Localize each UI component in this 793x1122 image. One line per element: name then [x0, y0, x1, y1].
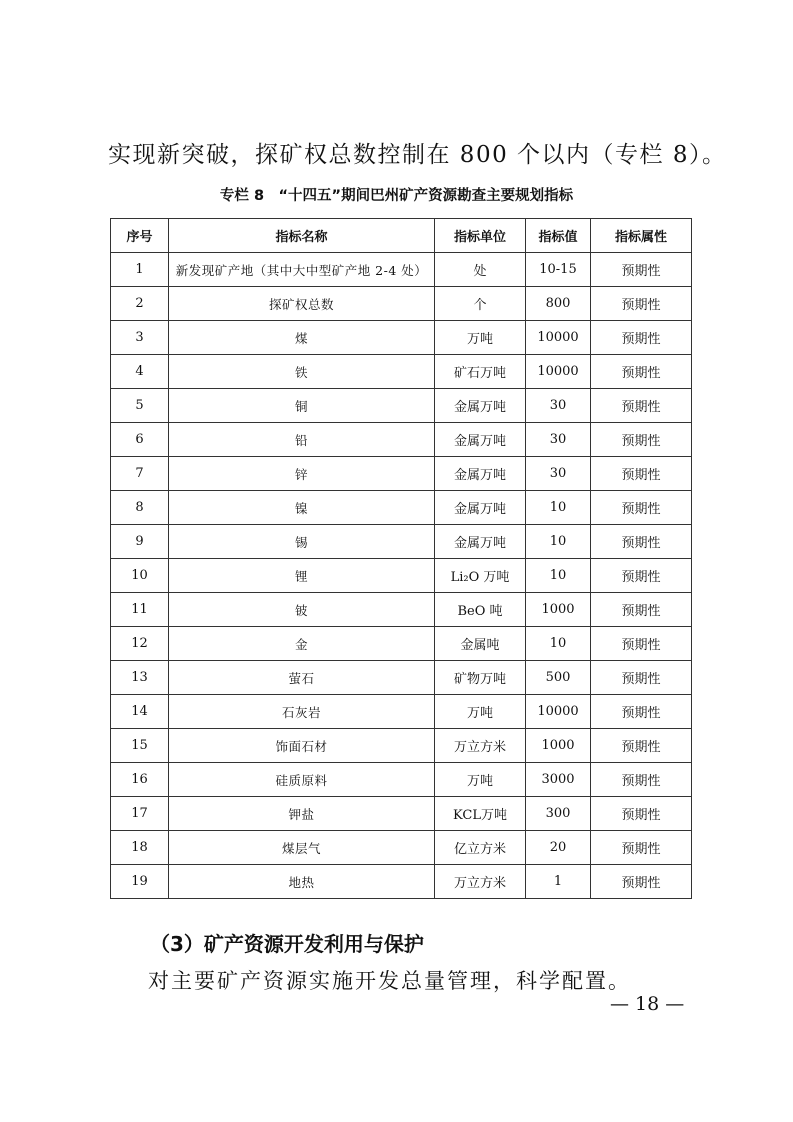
table-row [111, 321, 692, 355]
cell-unit: 万立方米 [435, 729, 526, 763]
cell-index: 11 [111, 593, 169, 627]
cell-unit: 个 [435, 287, 526, 321]
table-body [111, 253, 692, 899]
table-row [111, 491, 692, 525]
cell-attribute: 预期性 [591, 457, 692, 491]
intro-paragraph: 实现新突破，探矿权总数控制在 800 个以内（专栏 8）。 [108, 142, 727, 168]
cell-index: 13 [111, 661, 169, 695]
cell-unit: 金属万吨 [435, 491, 526, 525]
cell-attribute: 预期性 [591, 763, 692, 797]
cell-unit: 金属万吨 [435, 389, 526, 423]
column-header-index: 序号 [111, 219, 169, 253]
cell-unit: KCL万吨 [435, 797, 526, 831]
cell-attribute: 预期性 [591, 661, 692, 695]
cell-name: 锡 [169, 525, 435, 559]
cell-unit: 矿物万吨 [435, 661, 526, 695]
cell-index: 5 [111, 389, 169, 423]
cell-value: 1000 [526, 729, 591, 763]
body-paragraph: 对主要矿产资源实施开发总量管理，科学配置。 [148, 969, 631, 993]
cell-name: 铅 [169, 423, 435, 457]
cell-attribute: 预期性 [591, 491, 692, 525]
cell-index: 4 [111, 355, 169, 389]
table-row [111, 831, 692, 865]
table-row [111, 763, 692, 797]
column-header-name: 指标名称 [169, 219, 435, 253]
cell-attribute: 预期性 [591, 253, 692, 287]
cell-name: 钾盐 [169, 797, 435, 831]
table-row [111, 355, 692, 389]
cell-attribute: 预期性 [591, 287, 692, 321]
cell-value: 10-15 [526, 253, 591, 287]
table-row [111, 389, 692, 423]
cell-name: 石灰岩 [169, 695, 435, 729]
cell-index: 17 [111, 797, 169, 831]
cell-unit: 矿石万吨 [435, 355, 526, 389]
cell-value: 10 [526, 559, 591, 593]
table-row [111, 695, 692, 729]
cell-index: 19 [111, 865, 169, 899]
cell-attribute: 预期性 [591, 321, 692, 355]
table-row [111, 287, 692, 321]
cell-value: 10000 [526, 321, 591, 355]
cell-value: 3000 [526, 763, 591, 797]
column-header-value: 指标值 [526, 219, 591, 253]
cell-name: 锌 [169, 457, 435, 491]
cell-name: 探矿权总数 [169, 287, 435, 321]
cell-index: 10 [111, 559, 169, 593]
table-row [111, 797, 692, 831]
cell-attribute: 预期性 [591, 593, 692, 627]
cell-index: 12 [111, 627, 169, 661]
cell-unit: 万吨 [435, 321, 526, 355]
cell-attribute: 预期性 [591, 525, 692, 559]
cell-value: 10 [526, 525, 591, 559]
cell-name: 煤层气 [169, 831, 435, 865]
table-row [111, 423, 692, 457]
cell-unit: 金属万吨 [435, 457, 526, 491]
cell-index: 16 [111, 763, 169, 797]
cell-value: 500 [526, 661, 591, 695]
cell-attribute: 预期性 [591, 559, 692, 593]
cell-index: 1 [111, 253, 169, 287]
cell-unit: 万吨 [435, 763, 526, 797]
cell-value: 10 [526, 627, 591, 661]
cell-index: 6 [111, 423, 169, 457]
cell-index: 9 [111, 525, 169, 559]
cell-value: 10000 [526, 695, 591, 729]
cell-name: 铍 [169, 593, 435, 627]
cell-value: 1000 [526, 593, 591, 627]
table-row [111, 559, 692, 593]
table-row [111, 457, 692, 491]
cell-unit: 万立方米 [435, 865, 526, 899]
cell-value: 1 [526, 865, 591, 899]
cell-name: 地热 [169, 865, 435, 899]
cell-name: 镍 [169, 491, 435, 525]
cell-index: 7 [111, 457, 169, 491]
cell-index: 18 [111, 831, 169, 865]
cell-unit: 处 [435, 253, 526, 287]
cell-index: 2 [111, 287, 169, 321]
cell-unit: 亿立方米 [435, 831, 526, 865]
section-heading: （3）矿产资源开发利用与保护 [150, 932, 424, 956]
cell-attribute: 预期性 [591, 797, 692, 831]
table-row [111, 253, 692, 287]
cell-attribute: 预期性 [591, 389, 692, 423]
cell-index: 8 [111, 491, 169, 525]
table-title: 专栏 8 “十四五”期间巴州矿产资源勘查主要规划指标 [219, 188, 574, 204]
cell-attribute: 预期性 [591, 627, 692, 661]
table-row [111, 729, 692, 763]
cell-unit: 万吨 [435, 695, 526, 729]
cell-value: 30 [526, 423, 591, 457]
table-row [111, 627, 692, 661]
table-row [111, 865, 692, 899]
column-header-attribute: 指标属性 [591, 219, 692, 253]
cell-name: 铁 [169, 355, 435, 389]
table-row [111, 661, 692, 695]
cell-unit: 金属吨 [435, 627, 526, 661]
column-header-unit: 指标单位 [435, 219, 526, 253]
indicators-table [110, 218, 692, 899]
cell-attribute: 预期性 [591, 729, 692, 763]
cell-value: 10 [526, 491, 591, 525]
cell-name: 煤 [169, 321, 435, 355]
cell-value: 300 [526, 797, 591, 831]
table-row [111, 525, 692, 559]
cell-index: 3 [111, 321, 169, 355]
table-header-row [111, 219, 692, 253]
cell-value: 20 [526, 831, 591, 865]
cell-unit: Li₂O 万吨 [435, 559, 526, 593]
cell-name: 硅质原料 [169, 763, 435, 797]
cell-attribute: 预期性 [591, 695, 692, 729]
cell-index: 14 [111, 695, 169, 729]
cell-name: 锂 [169, 559, 435, 593]
cell-index: 15 [111, 729, 169, 763]
cell-value: 30 [526, 389, 591, 423]
cell-attribute: 预期性 [591, 831, 692, 865]
cell-attribute: 预期性 [591, 355, 692, 389]
cell-value: 10000 [526, 355, 591, 389]
cell-unit: 金属万吨 [435, 525, 526, 559]
cell-name: 金 [169, 627, 435, 661]
page-number: — 18 — [610, 993, 685, 1015]
cell-value: 800 [526, 287, 591, 321]
cell-name: 新发现矿产地（其中大中型矿产地 2-4 处） [169, 253, 435, 287]
cell-name: 饰面石材 [169, 729, 435, 763]
cell-attribute: 预期性 [591, 423, 692, 457]
table-row [111, 593, 692, 627]
cell-value: 30 [526, 457, 591, 491]
cell-unit: 金属万吨 [435, 423, 526, 457]
cell-name: 萤石 [169, 661, 435, 695]
cell-name: 铜 [169, 389, 435, 423]
cell-unit: BeO 吨 [435, 593, 526, 627]
cell-attribute: 预期性 [591, 865, 692, 899]
